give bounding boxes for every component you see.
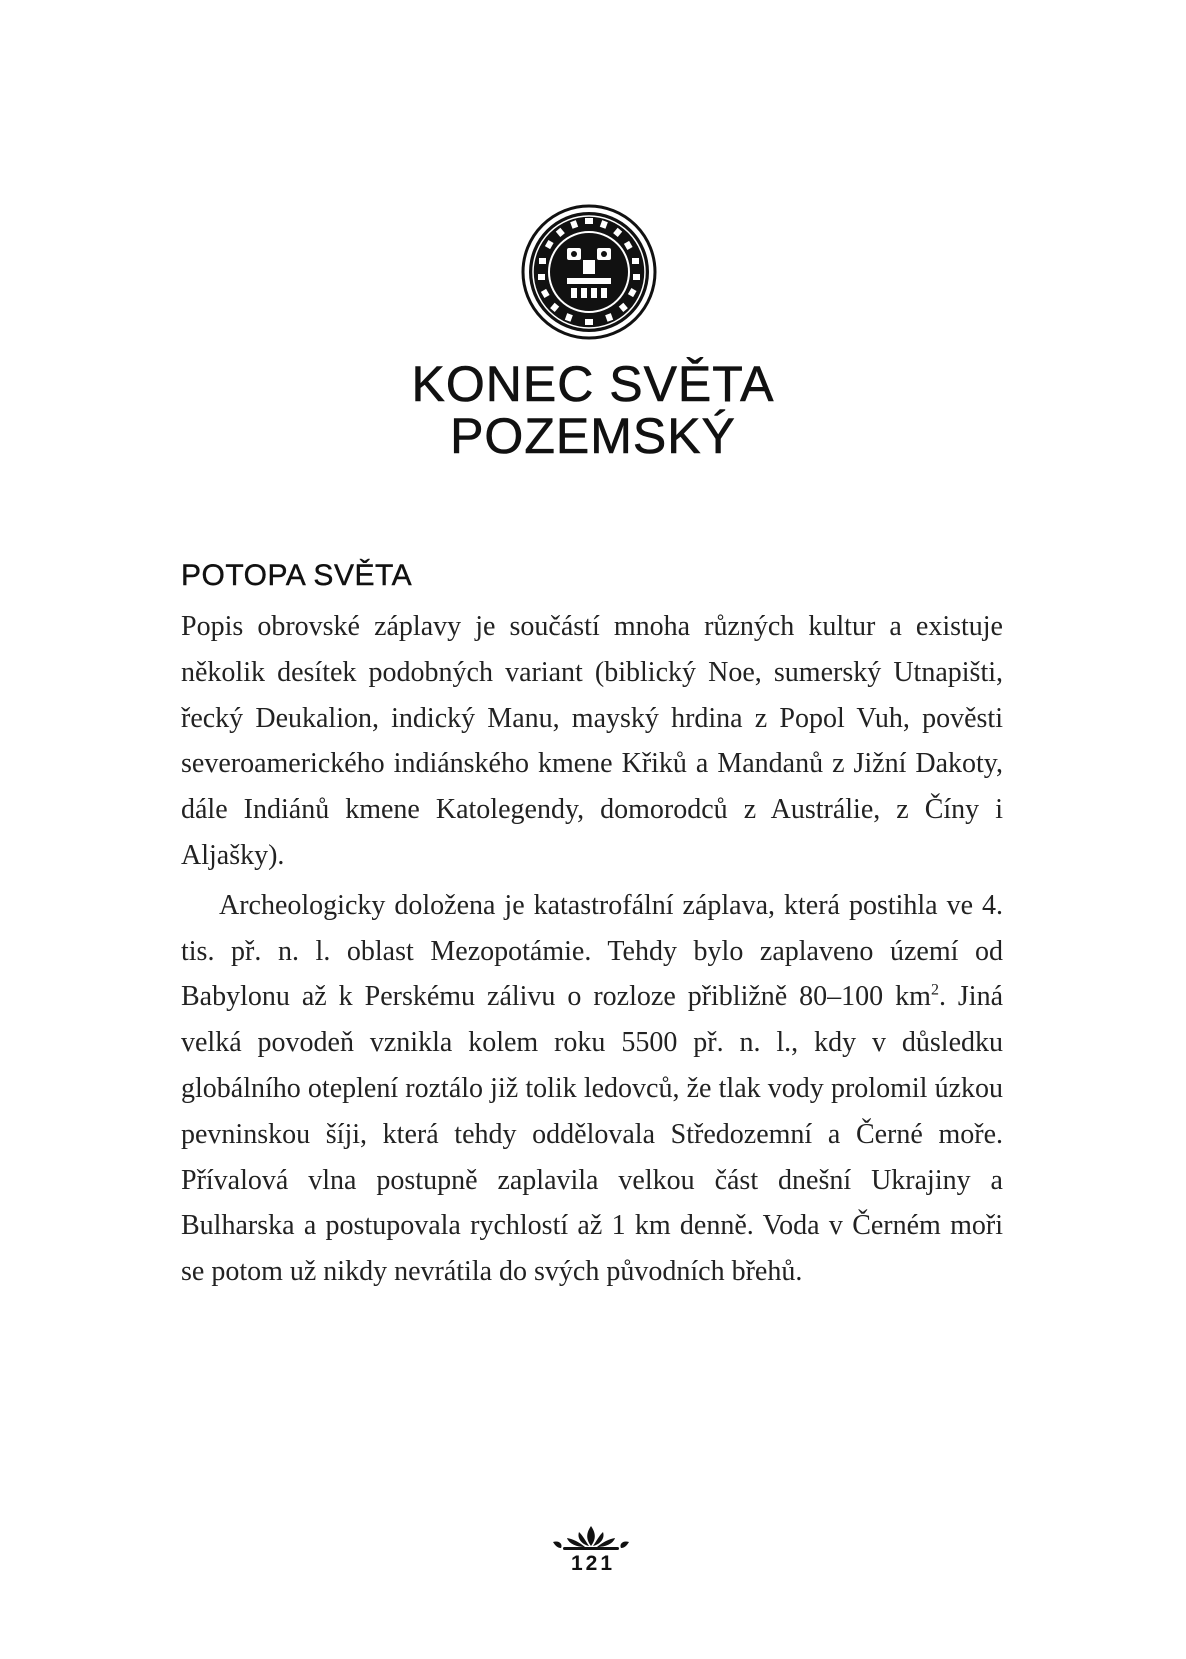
- chapter-title: [0, 358, 1186, 462]
- paragraph-2: [181, 883, 1003, 1295]
- chapter-title-line1: KONEC SVĚTA: [411, 356, 775, 412]
- lotus-ornament-icon: [549, 1524, 633, 1552]
- paragraph-1: Popis obrovské záplavy je součástí mnoha různých kultur a existuje několik desítek podobných variant (biblický Noe, sumerský Utnapišti, řecký Deukalion, indický Manu, mayský hrdina z Popol Vuh, pověsti severoamerického indiánského kmene Křiků a Mandanů z Jižní Dakoty, dále Indiánů kmene Katolegendy, domorodců z Austrálie, z Číny i Aljašky).: [181, 611, 1003, 871]
- paragraph-2-part-2: . Jiná velká povodeň vznikla kolem roku 5500 př. n. l., kdy v důsledku globálního oteplení roztálo již tolik ledovců, že tlak vody prolomil úzkou pevninskou šíji, která tehdy oddělovala Středozemní a Černé moře. Přívalová vlna postupně zaplavila velkou část dnešní Ukrajiny a Bulharska a postupovala rychlostí až 1 km denně. Voda v Černém moři se potom už nikdy nevrátila do svých původních břehů.: [181, 981, 1004, 1288]
- paragraph-2-part-1: Archeologicky doložena je katastrofální záplava, která postihla ve 4. tis. př. n. l. oblast Mezopotámie. Tehdy bylo zaplaveno území od Babylonu až k Perskému zálivu o rozloze přibližně 80–100 km: [181, 889, 1003, 1013]
- section-heading: POTOPA SVĚTA: [181, 559, 413, 592]
- aztec-emblem-icon: [521, 204, 657, 340]
- body-text: [181, 604, 1003, 1295]
- chapter-title-line2: POZEMSKÝ: [450, 408, 736, 464]
- superscript-2: 2: [930, 982, 939, 1000]
- page-number: 121: [570, 1552, 616, 1575]
